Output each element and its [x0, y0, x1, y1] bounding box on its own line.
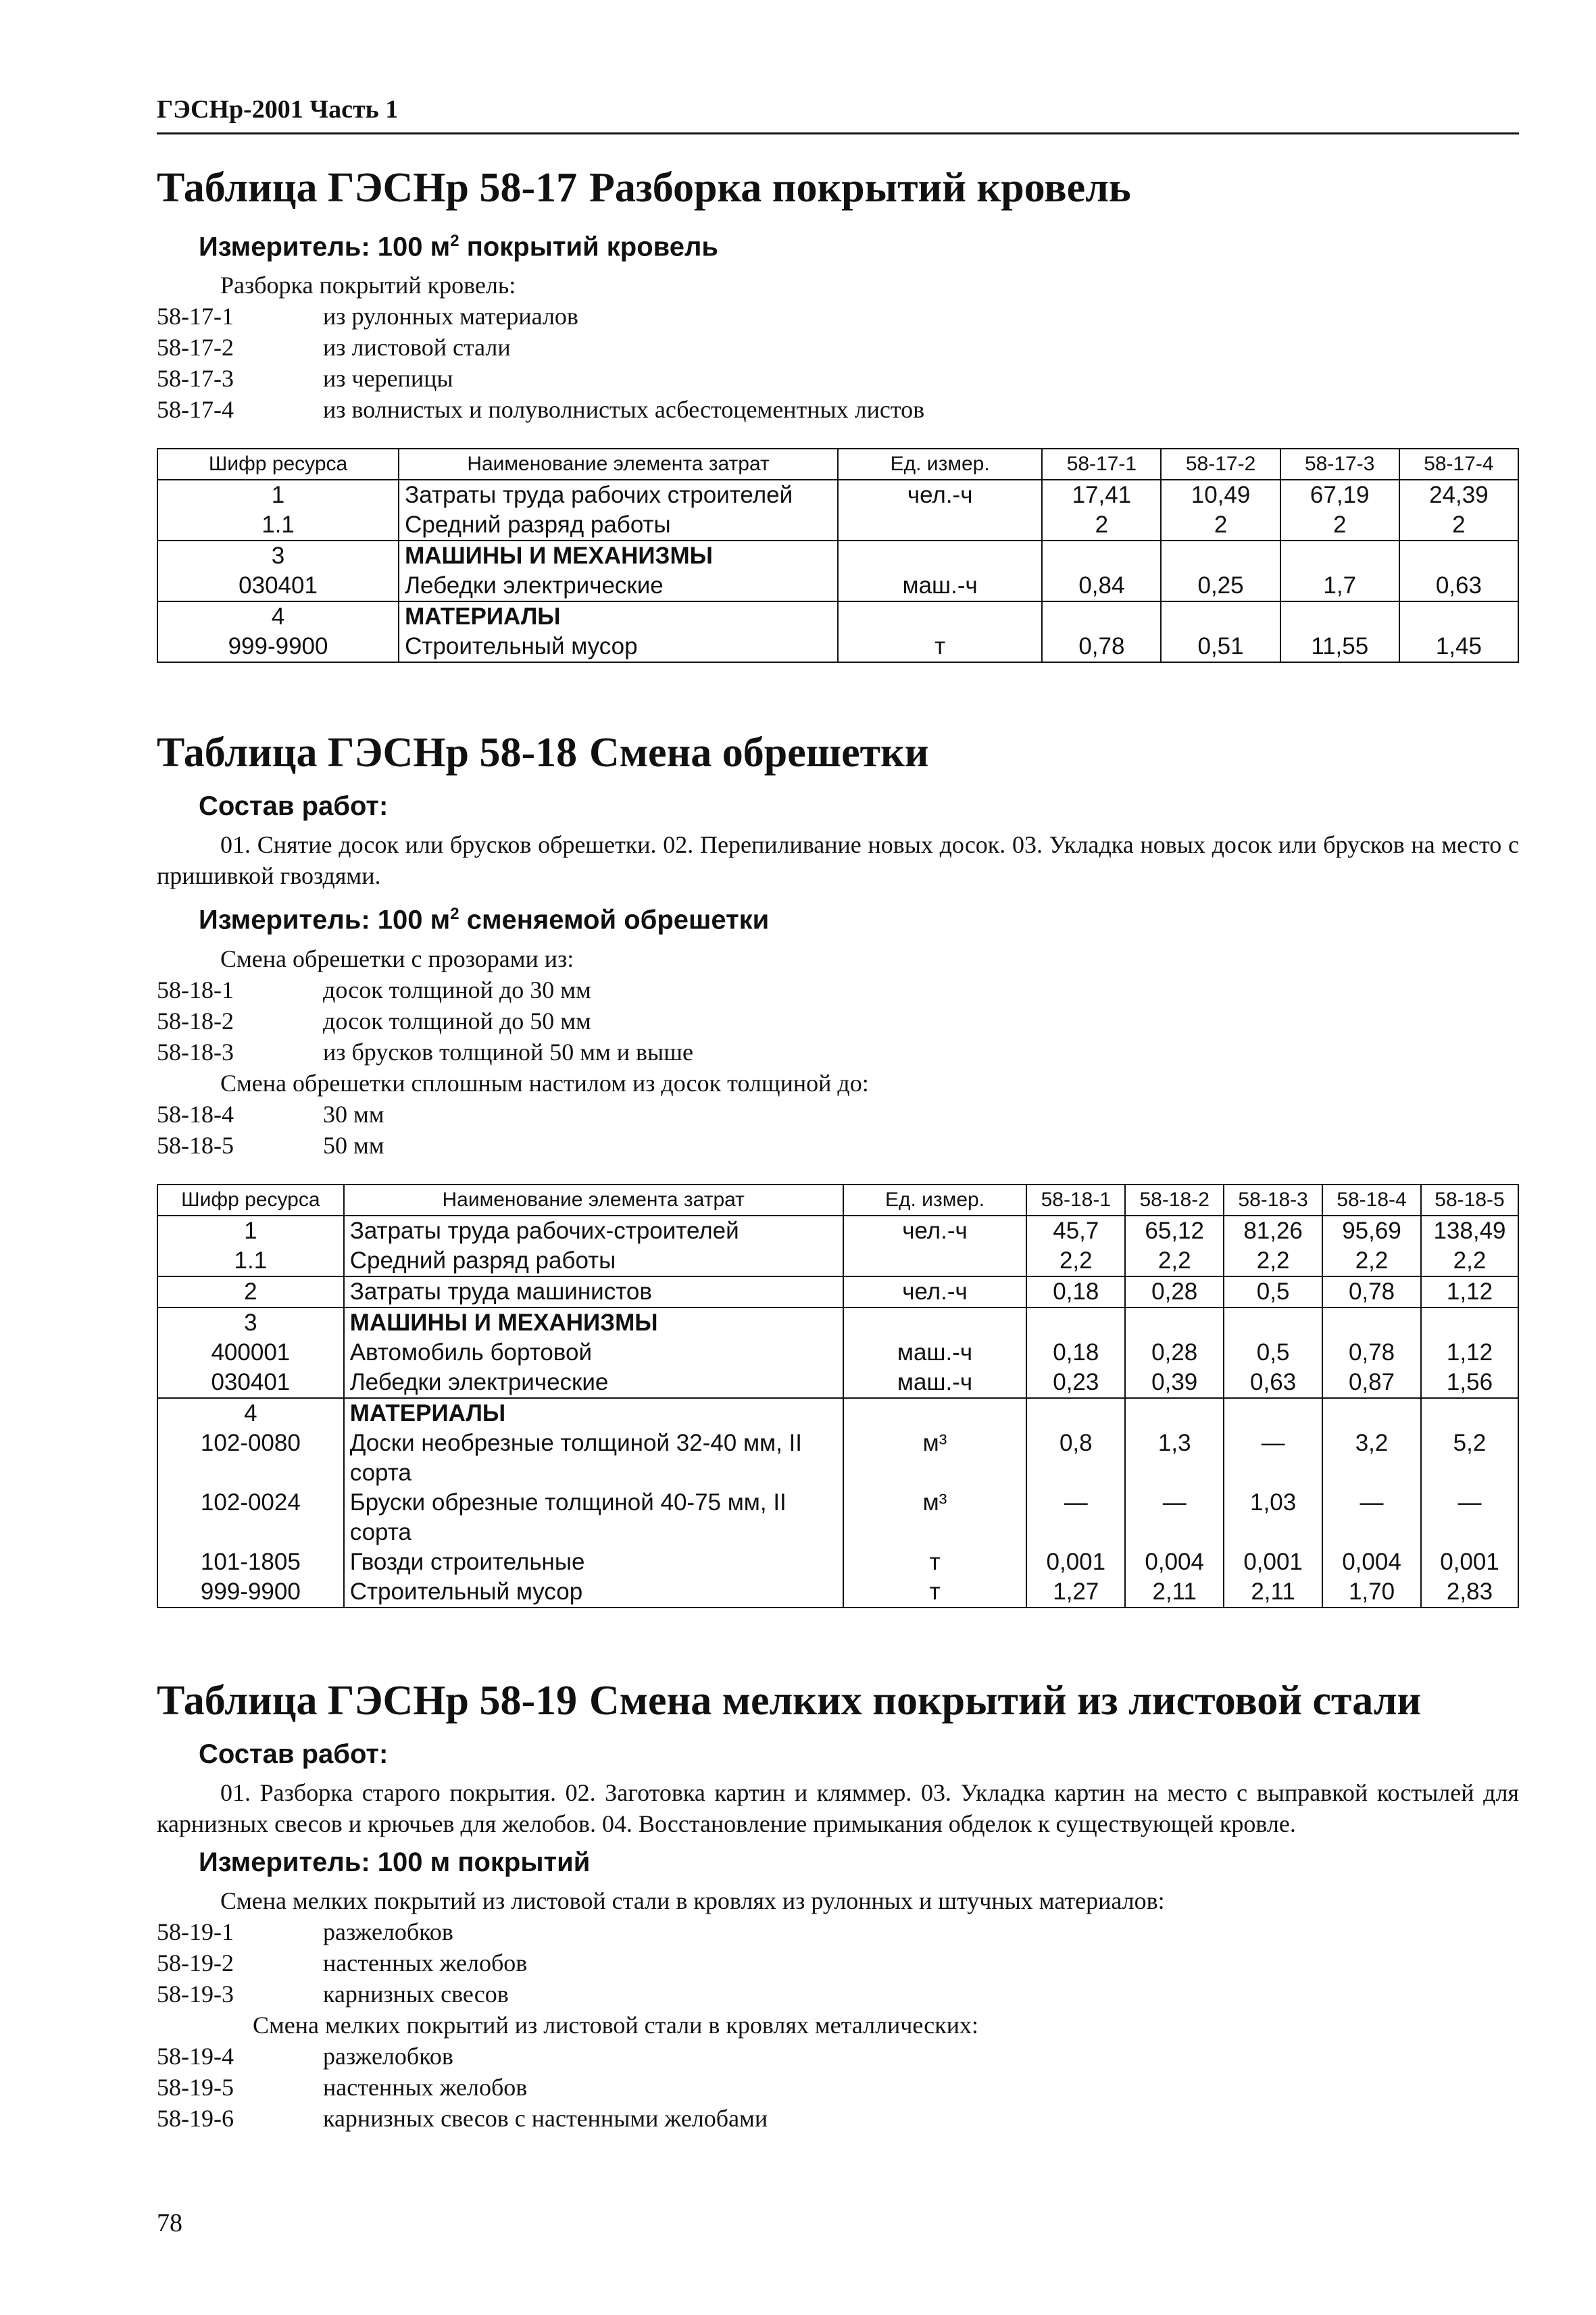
value-cell: 1,12	[1421, 1276, 1518, 1308]
item-text: карнизных свесов с настенными желобами	[323, 2104, 768, 2132]
composition-label: Состав работ:	[199, 1739, 389, 1769]
item-code: 58-17-3	[157, 365, 234, 393]
value-cell: 1,70	[1322, 1577, 1421, 1608]
unit-cell	[843, 1246, 1027, 1276]
unit-cell: т	[838, 632, 1042, 662]
table-id: Таблица ГЭСНр 58-19	[157, 1677, 578, 1724]
cost-item-cell: МАТЕРИАЛЫ	[344, 1398, 843, 1428]
item-code: 58-19-5	[157, 2073, 234, 2101]
value-cell: 1,56	[1421, 1368, 1518, 1398]
code-list-item	[157, 332, 1519, 363]
table-row	[157, 1338, 1518, 1368]
column-header: 58-18-3	[1224, 1185, 1322, 1216]
cost-item-cell: МАТЕРИАЛЫ	[399, 601, 838, 632]
value-cell	[1042, 541, 1161, 571]
norm-table-58-18	[157, 1184, 1519, 1608]
value-cell: 0,28	[1125, 1338, 1224, 1368]
value-cell	[1161, 601, 1280, 632]
code-list	[157, 1916, 1519, 2010]
value-cell	[1421, 1398, 1518, 1428]
column-header: Ед. измер.	[838, 449, 1042, 480]
table-row	[157, 1276, 1518, 1308]
unit-cell: м³	[843, 1428, 1027, 1488]
table-name: Смена обрешетки	[589, 730, 929, 776]
cost-item-cell: Бруски обрезные толщиной 40-75 мм, II сорта	[344, 1488, 843, 1547]
resource-code-cell: 3	[157, 1308, 344, 1338]
cost-item-cell: Средний разряд работы	[399, 510, 838, 541]
item-text: карнизных свесов	[323, 1980, 509, 2008]
code-list-item	[157, 1130, 1519, 1161]
meter-label: Измеритель: 100 $м^2$ покрытий кровель	[199, 232, 718, 262]
item-code: 58-19-4	[157, 2042, 234, 2070]
value-cell: —	[1125, 1488, 1224, 1547]
code-list-item	[157, 2041, 1519, 2072]
composition-label: Состав работ:	[199, 791, 389, 822]
unit-cell: маш.-ч	[838, 571, 1042, 601]
value-cell	[1125, 1398, 1224, 1428]
document-page	[157, 95, 1519, 2134]
value-cell: 0,5	[1224, 1338, 1322, 1368]
item-text: из брусков толщиной 50 мм и выше	[323, 1038, 693, 1066]
value-cell: 2,2	[1322, 1246, 1421, 1276]
column-header: 58-18-4	[1322, 1185, 1421, 1216]
value-cell: —	[1322, 1488, 1421, 1547]
item-code: 58-18-5	[157, 1131, 234, 1159]
table-name: Смена мелких покрытий из листовой стали	[589, 1677, 1422, 1724]
table-row	[157, 1547, 1518, 1577]
code-list-item	[157, 1916, 1519, 1947]
column-header: Наименование элемента затрат	[344, 1185, 843, 1216]
value-cell	[1421, 1308, 1518, 1338]
value-cell	[1042, 601, 1161, 632]
value-cell	[1161, 541, 1280, 571]
page-number: 78	[157, 2209, 182, 2237]
column-header: Ед. измер.	[843, 1185, 1027, 1216]
value-cell	[1224, 1308, 1322, 1338]
cost-item-cell: Автомобиль бортовой	[344, 1338, 843, 1368]
resource-code-cell: 1	[157, 1216, 344, 1246]
cost-item-cell: Доски необрезные толщиной 32-40 мм, II сорта	[344, 1428, 843, 1488]
unit-cell: чел.-ч	[843, 1216, 1027, 1246]
table-row	[157, 571, 1518, 601]
cost-item-cell: Строительный мусор	[399, 632, 838, 662]
value-cell: 1,12	[1421, 1338, 1518, 1368]
value-cell: 2	[1399, 510, 1518, 541]
item-text: досок толщиной до 50 мм	[323, 1007, 591, 1035]
value-cell: 5,2	[1421, 1428, 1518, 1488]
value-cell: 0,5	[1224, 1276, 1322, 1308]
value-cell: 0,004	[1322, 1547, 1421, 1577]
item-code: 58-19-3	[157, 1980, 234, 2008]
value-cell: 2,2	[1125, 1246, 1224, 1276]
value-cell	[1280, 541, 1399, 571]
cost-item-cell: Затраты труда рабочих-строителей	[344, 1216, 843, 1246]
value-cell	[1399, 541, 1518, 571]
table-row	[157, 1216, 1518, 1246]
table-row	[157, 541, 1518, 571]
item-code: 58-19-6	[157, 2104, 234, 2132]
table-id: Таблица ГЭСНр 58-18	[157, 730, 578, 776]
value-cell: 1,45	[1399, 632, 1518, 662]
value-cell: —	[1026, 1488, 1125, 1547]
code-list	[157, 1099, 1519, 1161]
value-cell: 1,3	[1125, 1428, 1224, 1488]
value-cell: 67,19	[1280, 480, 1399, 510]
column-header: 58-17-3	[1280, 449, 1399, 480]
value-cell: 95,69	[1322, 1216, 1421, 1246]
meter-label: Измеритель: 100 м покрытий	[199, 1847, 591, 1877]
value-cell: 0,18	[1026, 1338, 1125, 1368]
table-row	[157, 1368, 1518, 1398]
value-cell: 0,78	[1322, 1338, 1421, 1368]
code-list-item	[157, 2072, 1519, 2103]
value-cell: 2	[1042, 510, 1161, 541]
item-code: 58-19-1	[157, 1918, 234, 1945]
unit-cell	[843, 1308, 1027, 1338]
column-header: 58-18-1	[1026, 1185, 1125, 1216]
column-header: Шифр ресурса	[157, 1185, 344, 1216]
intro-text: Смена мелких покрытий из листовой стали в кровлях из рулонных и штучных материалов:	[220, 1887, 1165, 1914]
item-text: из рулонных материалов	[323, 303, 578, 330]
code-list-item	[157, 394, 1519, 425]
code-list-item	[157, 1005, 1519, 1037]
item-text: из черепицы	[323, 365, 453, 393]
cost-item-cell: Лебедки электрические	[344, 1368, 843, 1398]
item-code: 58-17-1	[157, 303, 234, 330]
value-cell: —	[1224, 1428, 1322, 1488]
resource-code-cell: 102-0024	[157, 1488, 344, 1547]
value-cell	[1280, 601, 1399, 632]
code-list-item	[157, 301, 1519, 332]
table-row	[157, 1308, 1518, 1338]
value-cell: 1,03	[1224, 1488, 1322, 1547]
code-list-item	[157, 363, 1519, 394]
table-title-58-17	[157, 163, 1519, 213]
item-text: настенных желобов	[323, 2073, 528, 2101]
value-cell: 2,2	[1421, 1246, 1518, 1276]
value-cell: 11,55	[1280, 632, 1399, 662]
value-cell: 0,001	[1224, 1547, 1322, 1577]
table-header-row	[157, 1185, 1518, 1216]
value-cell: 0,8	[1026, 1428, 1125, 1488]
item-text: настенных желобов	[323, 1949, 528, 1976]
code-list	[157, 301, 1519, 425]
value-cell: 10,49	[1161, 480, 1280, 510]
unit-cell: чел.-ч	[838, 480, 1042, 510]
section-58-18	[157, 728, 1519, 1608]
code-list-item	[157, 1099, 1519, 1130]
value-cell: 1,7	[1280, 571, 1399, 601]
column-header: 58-17-4	[1399, 449, 1518, 480]
code-list	[157, 974, 1519, 1068]
table-row	[157, 1488, 1518, 1547]
intro-text: Разборка покрытий кровель:	[220, 272, 516, 299]
unit-cell: т	[843, 1547, 1027, 1577]
table-row	[157, 1398, 1518, 1428]
composition-text: 01. Разборка старого покрытия. 02. Заготовка картин и кляммер. 03. Укладка картин на место с выправкой костылей для карнизных свесов и крючьев для желобов. 04. Восстановление примыкания обделок к существующей кровле.	[157, 1778, 1519, 1837]
resource-code-cell: 101-1805	[157, 1547, 344, 1577]
value-cell	[1026, 1308, 1125, 1338]
value-cell: 65,12	[1125, 1216, 1224, 1246]
intro-text: Смена обрешетки сплошным настилом из досок толщиной до:	[220, 1069, 869, 1097]
intro-text: Смена обрешетки с прозорами из:	[220, 945, 574, 972]
table-row	[157, 1428, 1518, 1488]
resource-code-cell: 4	[157, 601, 399, 632]
table-title-58-18	[157, 728, 1519, 778]
resource-code-cell: 030401	[157, 1368, 344, 1398]
unit-cell	[843, 1398, 1027, 1428]
item-text: из волнистых и полуволнистых асбестоцементных листов	[323, 396, 925, 424]
resource-code-cell: 3	[157, 541, 399, 571]
cost-item-cell: МАШИНЫ И МЕХАНИЗМЫ	[344, 1308, 843, 1338]
table-row	[157, 601, 1518, 632]
value-cell: 2	[1161, 510, 1280, 541]
column-header: 58-17-1	[1042, 449, 1161, 480]
cost-item-cell: Строительный мусор	[344, 1577, 843, 1608]
value-cell: 0,25	[1161, 571, 1280, 601]
value-cell: 2	[1280, 510, 1399, 541]
unit-cell: м³	[843, 1488, 1027, 1547]
resource-code-cell: 1.1	[157, 1246, 344, 1276]
value-cell: 2,83	[1421, 1577, 1518, 1608]
value-cell: 0,78	[1042, 632, 1161, 662]
value-cell: 2,2	[1026, 1246, 1125, 1276]
unit-cell	[838, 510, 1042, 541]
table-row	[157, 510, 1518, 541]
item-text: досок толщиной до 30 мм	[323, 976, 591, 1003]
value-cell	[1322, 1308, 1421, 1338]
item-code: 58-18-1	[157, 976, 234, 1003]
value-cell: 0,87	[1322, 1368, 1421, 1398]
unit-cell	[838, 601, 1042, 632]
value-cell: 81,26	[1224, 1216, 1322, 1246]
unit-cell: т	[843, 1577, 1027, 1608]
value-cell: 2,11	[1125, 1577, 1224, 1608]
column-header: 58-18-5	[1421, 1185, 1518, 1216]
value-cell: 0,001	[1026, 1547, 1125, 1577]
value-cell	[1399, 601, 1518, 632]
code-list-item	[157, 1947, 1519, 1978]
cost-item-cell: Лебедки электрические	[399, 571, 838, 601]
item-text: разжелобков	[323, 1918, 453, 1945]
value-cell	[1224, 1398, 1322, 1428]
column-header: 58-17-2	[1161, 449, 1280, 480]
table-row	[157, 1246, 1518, 1276]
table-name: Разборка покрытий кровель	[589, 165, 1131, 211]
cost-item-cell: МАШИНЫ И МЕХАНИЗМЫ	[399, 541, 838, 571]
value-cell: 0,39	[1125, 1368, 1224, 1398]
unit-cell	[838, 541, 1042, 571]
meter-label: Измеритель: 100 $м^2$ сменяемой обрешетки	[199, 905, 770, 935]
resource-code-cell: 030401	[157, 571, 399, 601]
value-cell: —	[1421, 1488, 1518, 1547]
value-cell: 0,18	[1026, 1276, 1125, 1308]
intro-text: Смена мелких покрытий из листовой стали в кровлях металлических:	[253, 2011, 979, 2039]
cost-item-cell: Затраты труда рабочих строителей	[399, 480, 838, 510]
resource-code-cell: 2	[157, 1276, 344, 1308]
table-header-row	[157, 449, 1518, 480]
column-header: Шифр ресурса	[157, 449, 399, 480]
resource-code-cell: 1.1	[157, 510, 399, 541]
value-cell: 0,001	[1421, 1547, 1518, 1577]
cost-item-cell: Затраты труда машинистов	[344, 1276, 843, 1308]
code-list-item	[157, 1978, 1519, 2010]
column-header: Наименование элемента затрат	[399, 449, 838, 480]
item-code: 58-18-2	[157, 1007, 234, 1035]
code-list-item	[157, 974, 1519, 1005]
unit-cell: маш.-ч	[843, 1368, 1027, 1398]
unit-cell: чел.-ч	[843, 1276, 1027, 1308]
value-cell: 138,49	[1421, 1216, 1518, 1246]
table-row	[157, 632, 1518, 662]
value-cell: 1,27	[1026, 1577, 1125, 1608]
column-header: 58-18-2	[1125, 1185, 1224, 1216]
code-list	[157, 2041, 1519, 2134]
item-code: 58-19-2	[157, 1949, 234, 1976]
code-list-item	[157, 2103, 1519, 2134]
table-title-58-19	[157, 1676, 1519, 1726]
section-58-19	[157, 1676, 1519, 2134]
resource-code-cell: 1	[157, 480, 399, 510]
value-cell: 45,7	[1026, 1216, 1125, 1246]
value-cell: 0,51	[1161, 632, 1280, 662]
resource-code-cell: 400001	[157, 1338, 344, 1368]
resource-code-cell: 999-9900	[157, 632, 399, 662]
cost-item-cell: Гвозди строительные	[344, 1547, 843, 1577]
value-cell: 24,39	[1399, 480, 1518, 510]
value-cell: 17,41	[1042, 480, 1161, 510]
value-cell: 0,78	[1322, 1276, 1421, 1308]
value-cell: 0,63	[1399, 571, 1518, 601]
section-58-17	[157, 163, 1519, 663]
value-cell: 2,11	[1224, 1577, 1322, 1608]
item-text: из листовой стали	[323, 334, 511, 362]
value-cell: 2,2	[1224, 1246, 1322, 1276]
item-code: 58-17-4	[157, 396, 234, 424]
item-text: разжелобков	[323, 2042, 453, 2070]
value-cell: 0,84	[1042, 571, 1161, 601]
value-cell	[1026, 1398, 1125, 1428]
value-cell	[1125, 1308, 1224, 1338]
value-cell: 0,004	[1125, 1547, 1224, 1577]
item-code: 58-17-2	[157, 334, 234, 362]
resource-code-cell: 4	[157, 1398, 344, 1428]
value-cell: 0,28	[1125, 1276, 1224, 1308]
running-header: ГЭСНр-2001 Часть 1	[157, 95, 1519, 134]
table-row	[157, 1577, 1518, 1608]
item-text: 50 мм	[323, 1131, 384, 1159]
composition-text: 01. Снятие досок или брусков обрешетки. 02. Перепиливание новых досок. 03. Укладка новых досок или брусков на место с пришивкой гвоздями.	[157, 831, 1519, 890]
value-cell: 0,63	[1224, 1368, 1322, 1398]
item-code: 58-18-4	[157, 1100, 234, 1128]
table-row	[157, 480, 1518, 510]
value-cell: 3,2	[1322, 1428, 1421, 1488]
value-cell: 0,23	[1026, 1368, 1125, 1398]
item-code: 58-18-3	[157, 1038, 234, 1066]
code-list-item	[157, 1037, 1519, 1068]
item-text: 30 мм	[323, 1100, 384, 1128]
resource-code-cell: 102-0080	[157, 1428, 344, 1488]
value-cell	[1322, 1398, 1421, 1428]
norm-table-58-17	[157, 448, 1519, 663]
resource-code-cell: 999-9900	[157, 1577, 344, 1608]
cost-item-cell: Средний разряд работы	[344, 1246, 843, 1276]
unit-cell: маш.-ч	[843, 1338, 1027, 1368]
table-id: Таблица ГЭСНр 58-17	[157, 165, 578, 211]
